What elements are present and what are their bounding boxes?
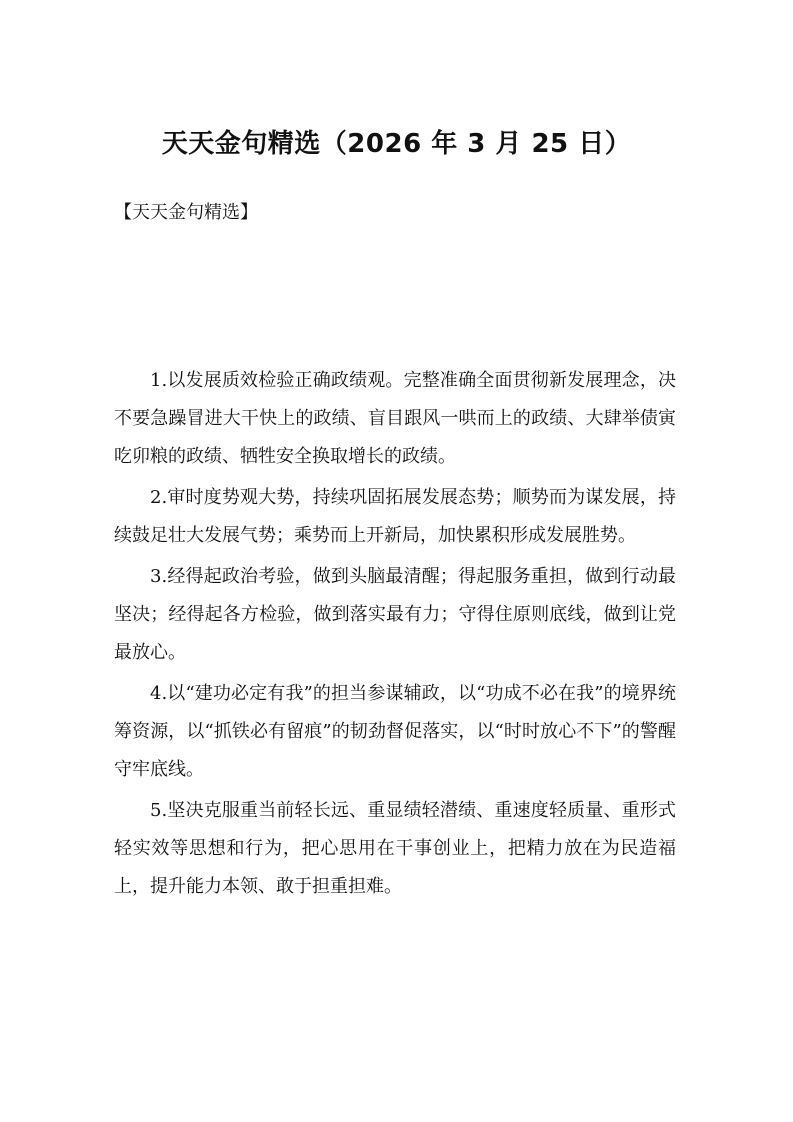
section-label: 【天天金句精选】 [114, 202, 258, 223]
paragraph-4: 4.以“建功必定有我”的担当参谋辅政，以“功成不必在我”的境界统筹资源，以“抓铁必有留痕”的韧劲督促落实，以“时时放心不下”的警醒守牢底线。 [114, 683, 676, 780]
paragraph-2: 2.审时度势观大势，持续巩固拓展发展态势；顺势而为谋发展，持续鼓足壮大发展气势；乘势而上开新局，加快累积形成发展胜势。 [114, 487, 676, 546]
page-title: 天天金句精选（2026 年 3 月 25 日） [161, 129, 632, 159]
document-body [114, 362, 676, 909]
paragraph-3: 3.经得起政治考验，做到头脑最清醒；得起服务重担，做到行动最坚决；经得起各方检验，做到落实最有力；守得住原则底线，做到让党最放心。 [114, 566, 676, 663]
paragraph-5: 5.坚决克服重当前轻长远、重显绩轻潜绩、重速度轻质量、重形式轻实效等思想和行为，把心思用在干事创业上，把精力放在为民造福上，提升能力本领、敢于担重担难。 [114, 800, 676, 897]
paragraph-1: 1.以发展质效检验正确政绩观。完整准确全面贯彻新发展理念，决不要急躁冒进大干快上的政绩、盲目跟风一哄而上的政绩、大肆举债寅吃卯粮的政绩、牺牲安全换取增长的政绩。 [114, 370, 676, 467]
